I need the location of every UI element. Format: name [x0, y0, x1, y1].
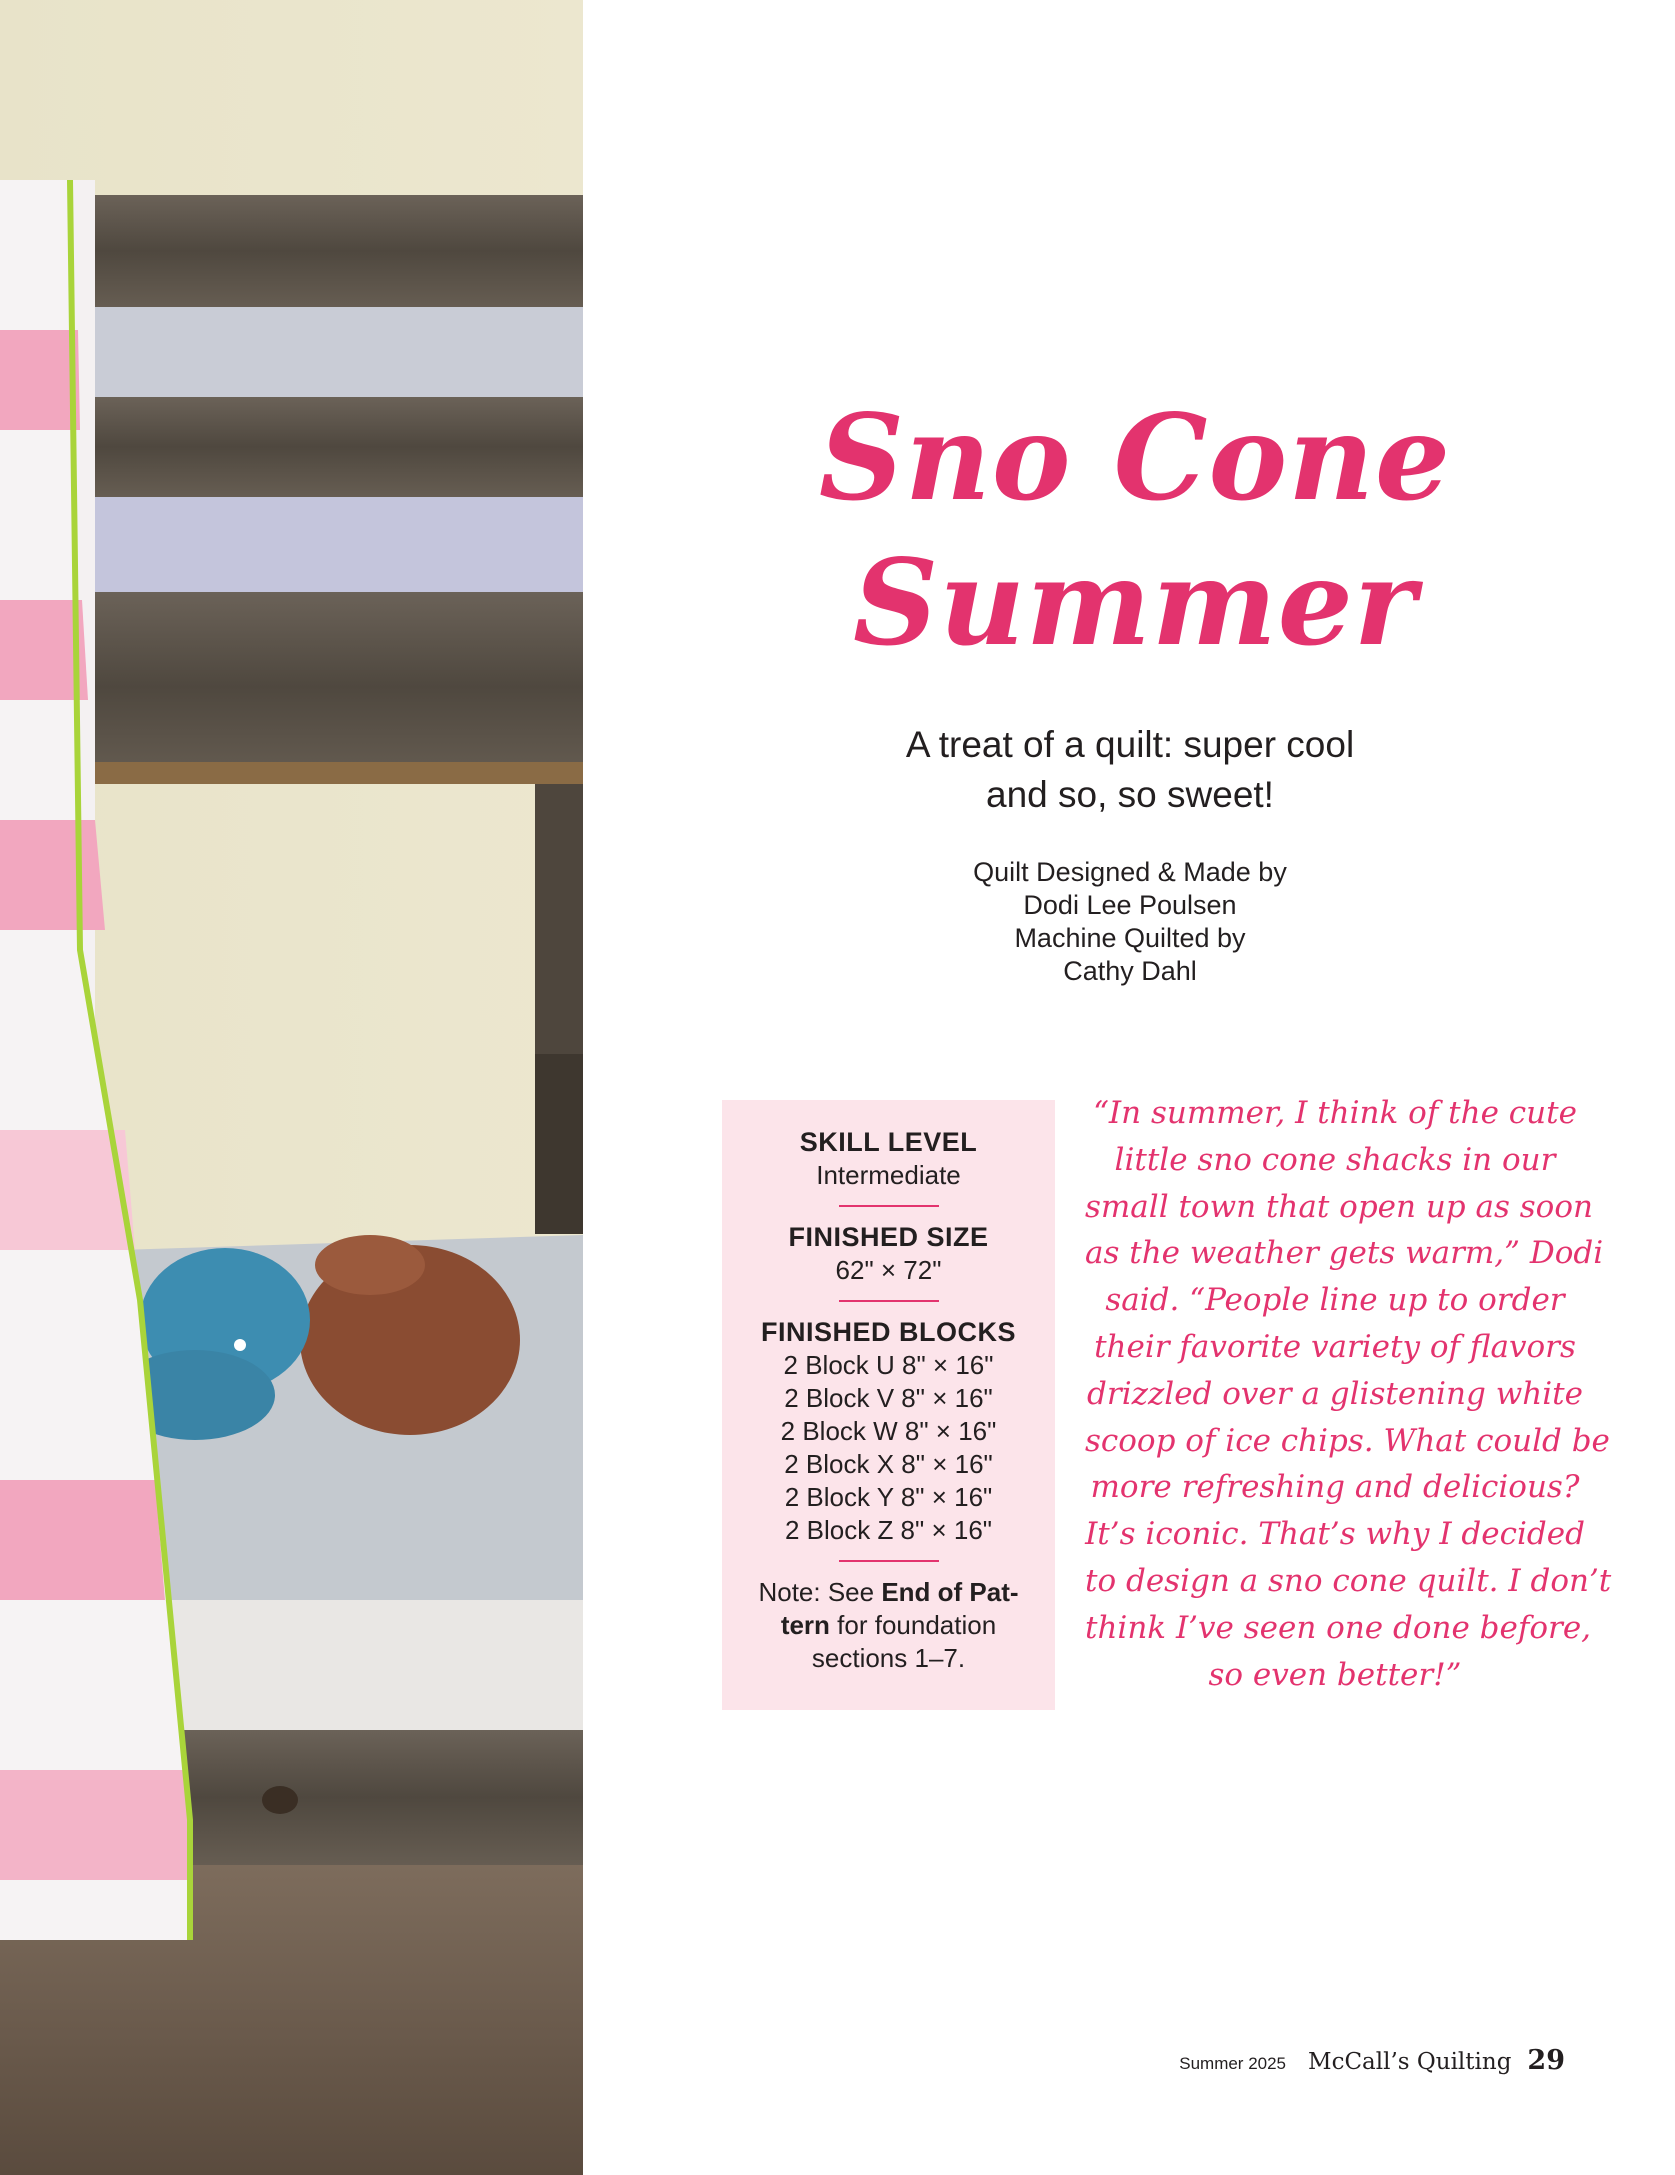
quote-line: little sno cone shacks in our: [1114, 1141, 1556, 1178]
note-end-of-pattern-reference: End of Pat-tern: [780, 1577, 1019, 1640]
subtitle-line-1: A treat of a quilt: super cool: [905, 724, 1355, 765]
pattern-info-box: [722, 1100, 1055, 1710]
quote-line: It’s iconic. That’s why I decided: [1085, 1516, 1585, 1553]
footer-magazine-name: McCall’s Quilting: [1308, 2049, 1512, 2075]
divider: [839, 1205, 939, 1207]
divider: [839, 1560, 939, 1562]
block-item: 2 Block U 8" × 16": [783, 1350, 994, 1380]
divider: [839, 1300, 939, 1302]
quote-line: think I’ve seen one done before,: [1085, 1609, 1592, 1646]
title-line-2: Summer: [853, 533, 1417, 672]
quote-line: drizzled over a glistening white: [1087, 1375, 1583, 1412]
credit-quilter-name: Cathy Dahl: [1063, 956, 1197, 986]
page-number: 29: [1527, 2045, 1565, 2076]
footer-issue: Summer 2025: [1179, 2054, 1287, 2073]
quote-line: as the weather gets warm,” Dodi: [1085, 1235, 1604, 1272]
note-suffix: for foundation sections 1–7.: [811, 1610, 997, 1673]
skill-level-value: Intermediate: [816, 1160, 961, 1190]
quote-line: their favorite variety of flavors: [1094, 1328, 1576, 1365]
page-footer: [1179, 2045, 1565, 2085]
block-item: 2 Block X 8" × 16": [784, 1449, 993, 1479]
quote-line: scoop of ice chips. What could be: [1085, 1422, 1610, 1459]
finished-size-heading: FINISHED SIZE: [788, 1222, 989, 1252]
note-prefix: Note: See: [758, 1577, 882, 1607]
credit-designer-name: Dodi Lee Poulsen: [1023, 890, 1237, 920]
block-item: 2 Block Z 8" × 16": [784, 1515, 993, 1545]
quote-line: more refreshing and delicious?: [1090, 1469, 1580, 1506]
designer-quote: [1085, 1090, 1612, 1698]
skill-level-heading: SKILL LEVEL: [799, 1127, 978, 1157]
title-line-1: Sno Cone: [818, 388, 1452, 527]
finished-size-value: 62" × 72": [835, 1255, 942, 1285]
quote-line: small town that open up as soon: [1085, 1188, 1593, 1225]
credit-quilter-label: Machine Quilted by: [1014, 923, 1246, 953]
block-item: 2 Block Y 8" × 16": [784, 1482, 993, 1512]
credits: [860, 856, 1400, 988]
quote-line: to design a sno cone quilt. I don’t: [1085, 1562, 1612, 1599]
pattern-note: [722, 1576, 1055, 1675]
quilt-bunkbed-illustration: [0, 0, 583, 2175]
article-subtitle: [800, 720, 1460, 820]
finished-blocks-list: [722, 1349, 1055, 1547]
quilt-photo: [0, 0, 583, 2175]
quote-line: said. “People line up to order: [1105, 1282, 1565, 1319]
block-item: 2 Block V 8" × 16": [784, 1383, 993, 1413]
article-title: [770, 385, 1500, 675]
quote-line: “In summer, I think of the cute: [1093, 1095, 1577, 1131]
block-item: 2 Block W 8" × 16": [780, 1416, 997, 1446]
credit-designer-label: Quilt Designed & Made by: [973, 857, 1287, 887]
quote-line: so even better!”: [1208, 1656, 1462, 1693]
subtitle-line-2: and so, so sweet!: [986, 774, 1274, 815]
finished-blocks-heading: FINISHED BLOCKS: [760, 1317, 1016, 1347]
